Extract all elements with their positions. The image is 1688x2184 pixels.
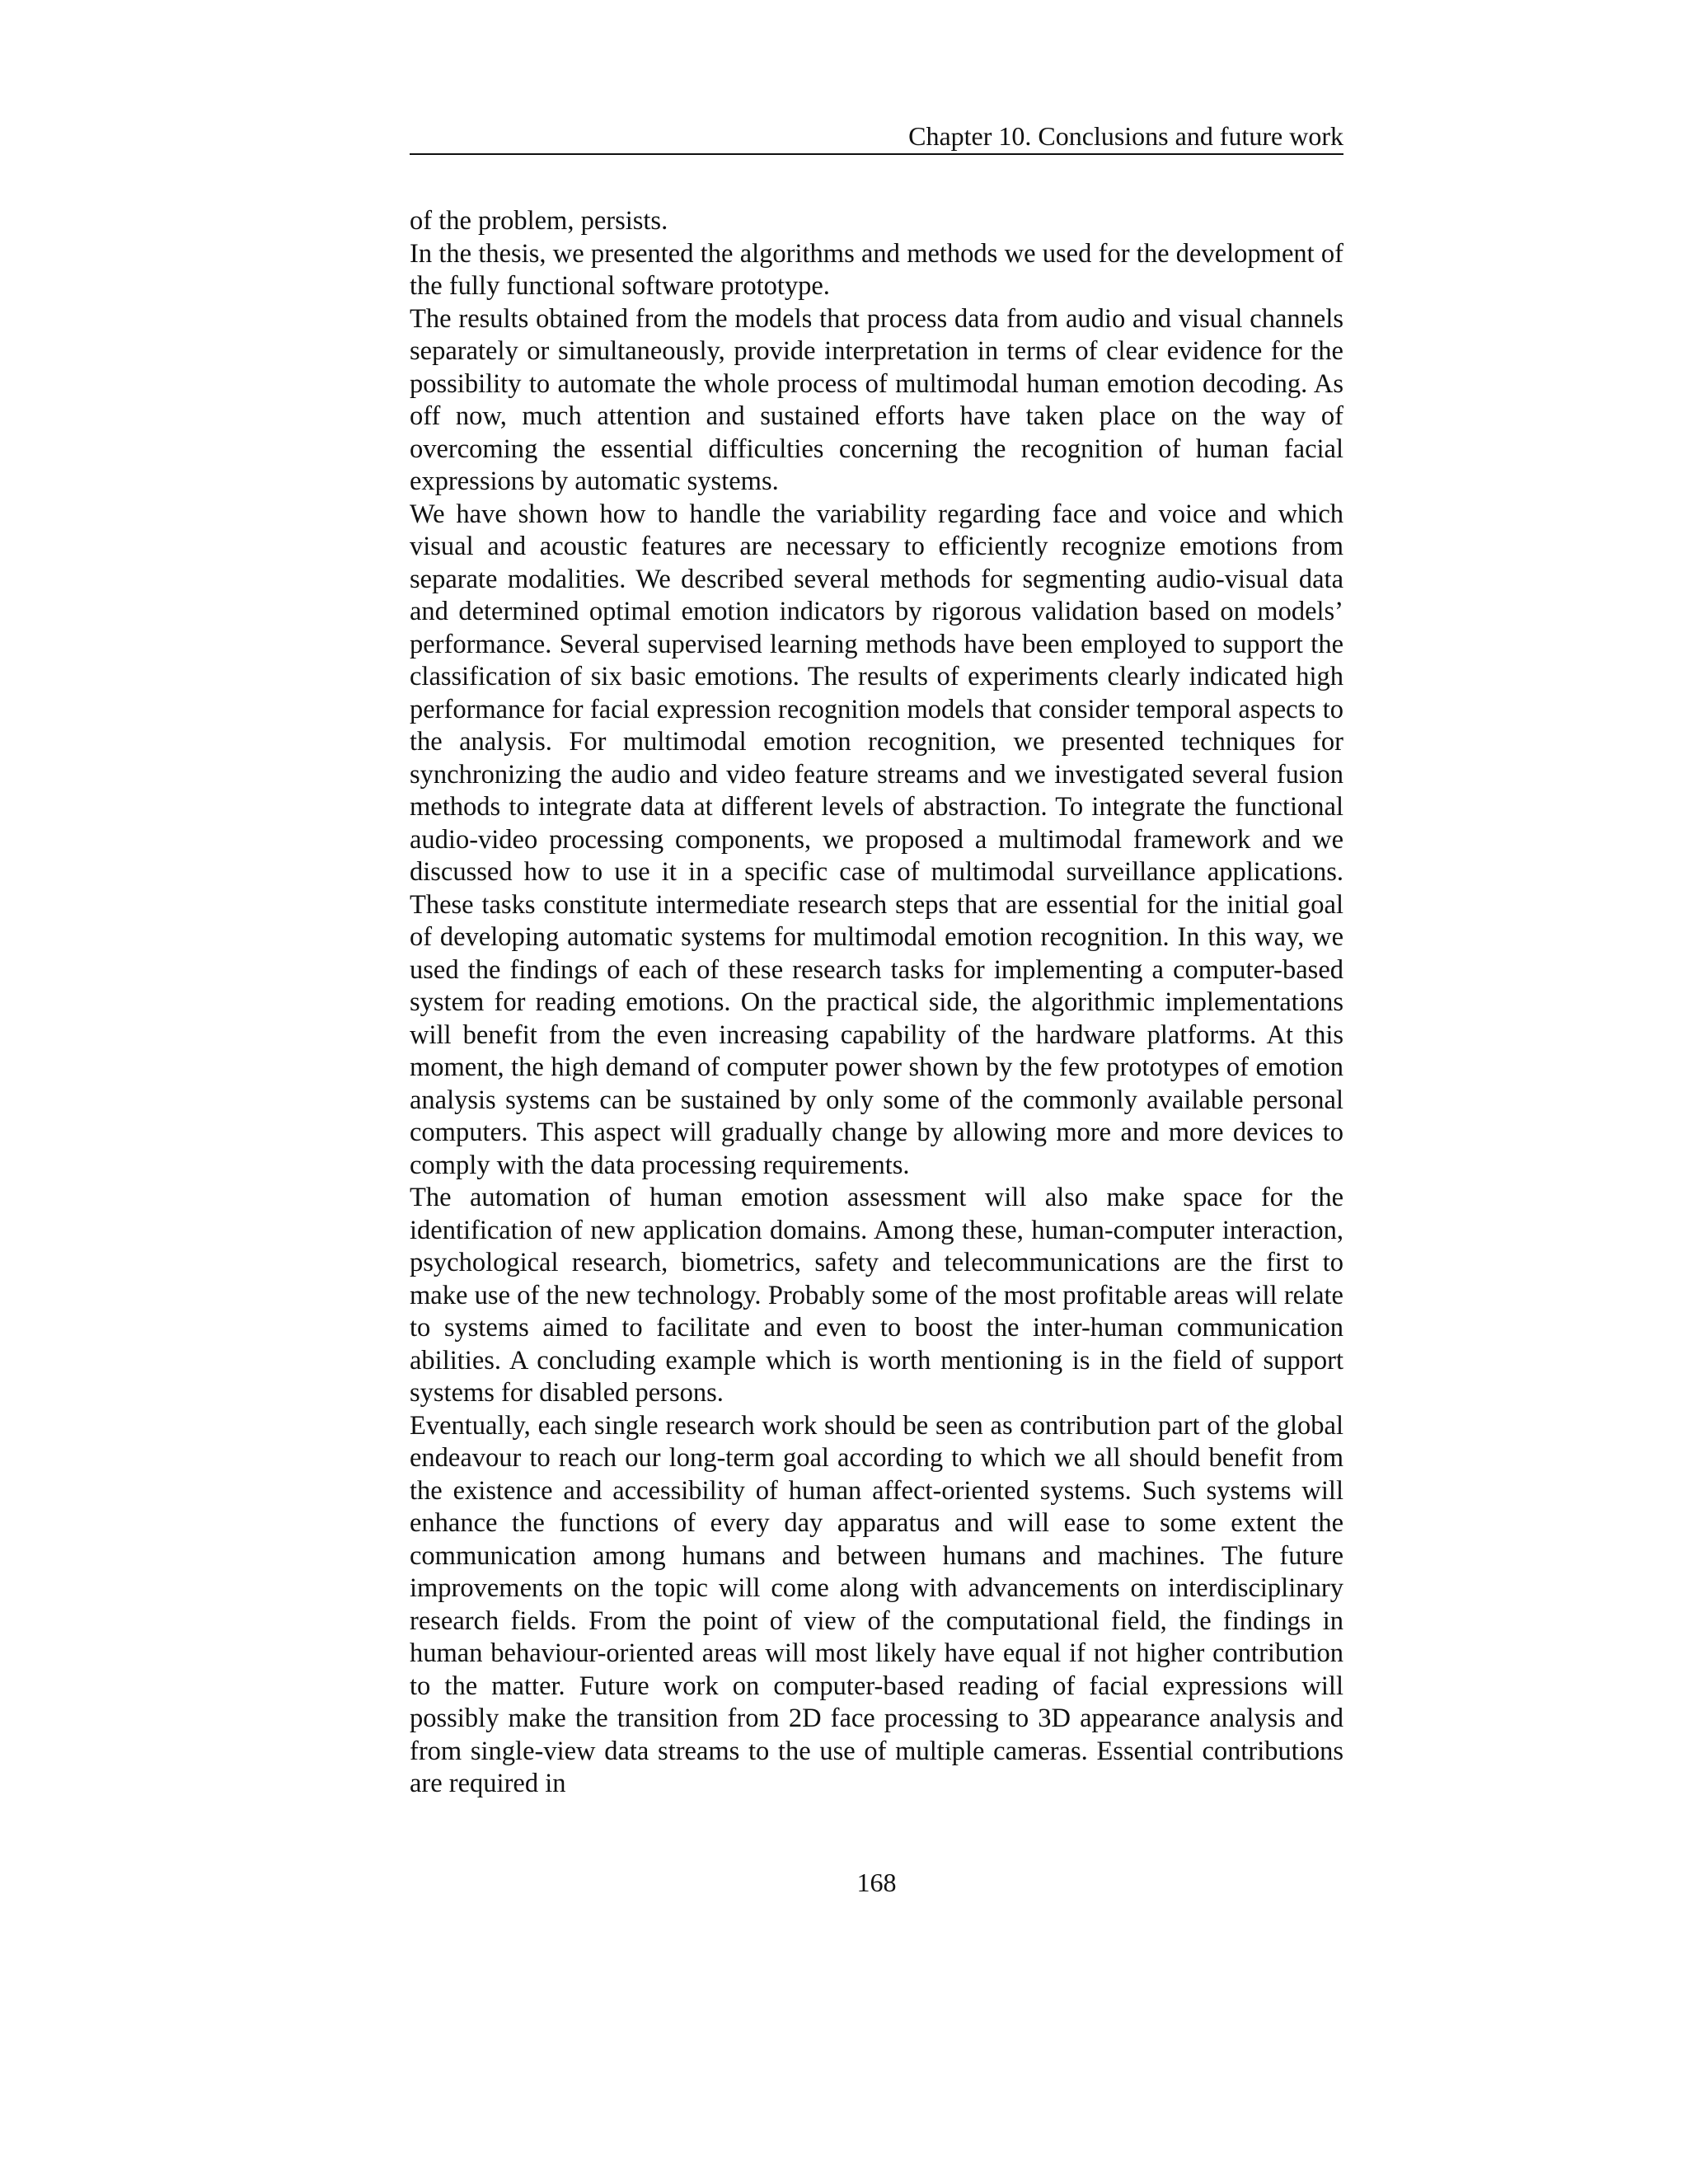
- paragraph-continuation: of the problem, persists.: [410, 206, 668, 236]
- page-number: 168: [856, 1868, 897, 1897]
- paragraph-variability-methods: We have shown how to handle the variability regarding face and voice and which visual and acoustic features are necessary to efficiently recognize emotions from separate modalities. We described several methods for segmenting audio-visual data and determined optimal emotion indicators by rigorous validation based on models’ performance. Several supervised learning methods have been employed to support the classification of six basic emotions. The results of experiments clearly indicated high performance for facial expression recognition models that consider temporal aspects to the analysis. For multimodal emotion recognition, we presented techniques for synchronizing the audio and video feature streams and we investigated several fusion methods to integrate data at different levels of abstraction. To integrate the functional audio-video processing components, we proposed a multimodal framework and we discussed how to use it in a specific case of multimodal surveillance applications. These tasks constitute intermediate research steps that are essential for the initial goal of developing automatic systems for multimodal emotion recognition. In this way, we used the findings of each of these research tasks for implementing a computer-based system for reading emotions. On the practical side, the algorithmic implementations will benefit from the even increasing capability of the hardware platforms. At this moment, the high demand of computer power shown by the few prototypes of emotion analysis systems can be sustained by only some of the commonly available personal computers. This aspect will gradually change by allowing more and more devices to comply with the data processing requirements.: [410, 499, 1343, 1180]
- running-header: Chapter 10. Conclusions and future work: [908, 121, 1343, 151]
- paragraph-thesis-algorithms: In the thesis, we presented the algorithms and methods we used for the development of the fully functional software prototype.: [410, 238, 1343, 301]
- paragraph-automation-domains: The automation of human emotion assessment will also make space for the identification of new application domains. Among these, human-computer interaction, psychological research, biometrics, safety and telecommunications are the first to make use of the new technology. Probably some of the most profitable areas will relate to systems aimed to facilitate and even to boost the inter-human communication abilities. A concluding example which is worth mentioning is in the field of support systems for disabled persons.: [410, 1183, 1343, 1408]
- header-rule: [410, 153, 1343, 155]
- paragraph-results-multimodal: The results obtained from the models that process data from audio and visual channels separately or simultaneously, provide interpretation in terms of clear evidence for the possibility to automate the whole process of multimodal human emotion decoding. As off now, much attention and sustained efforts have taken place on the way of overcoming the essential difficulties concerning the recognition of human facial expressions by automatic systems.: [410, 303, 1343, 496]
- paragraph-future-work: Eventually, each single research work should be seen as contribution part of the global endeavour to reach our long-term goal according to which we all should benefit from the existence and accessibility of human affect-oriented systems. Such systems will enhance the functions of every day apparatus and will ease to some extent the communication among humans and between humans and machines. The future improvements on the topic will come along with advancements on interdisciplinary research fields. From the point of view of the computational field, the findings in human behaviour-oriented areas will most likely have equal if not higher contribution to the matter. Future work on computer-based reading of facial expressions will possibly make the transition from 2D face processing to 3D appearance analysis and from single-view data streams to the use of multiple cameras. Essential contributions are required in: [410, 1410, 1343, 1798]
- body-text: [410, 205, 1343, 1801]
